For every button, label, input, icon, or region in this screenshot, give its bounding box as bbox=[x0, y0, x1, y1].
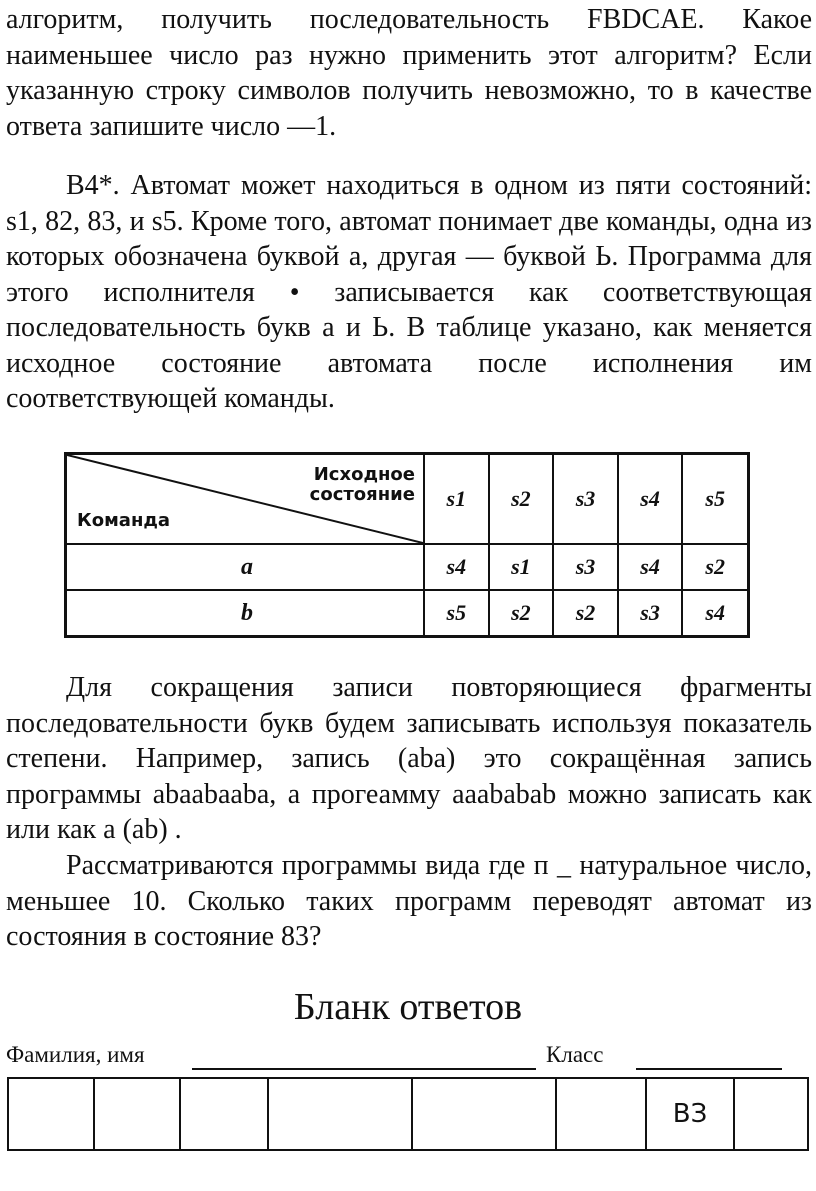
answer-row bbox=[8, 1078, 808, 1150]
result-cell: s1 bbox=[489, 544, 554, 590]
result-cell: s4 bbox=[682, 590, 748, 637]
result-cell: s5 bbox=[424, 590, 489, 637]
result-cell: s3 bbox=[618, 590, 683, 637]
result-cell: s2 bbox=[682, 544, 748, 590]
command-cell: a bbox=[66, 544, 425, 590]
table-row bbox=[66, 544, 749, 590]
state-header-cell: s1 bbox=[424, 454, 489, 545]
result-cell: s3 bbox=[553, 544, 618, 590]
class-field[interactable] bbox=[636, 1068, 782, 1070]
state-header-cell: s3 bbox=[553, 454, 618, 545]
name-class-line bbox=[6, 1042, 806, 1074]
state-transition-table bbox=[64, 452, 750, 638]
answer-sheet-title: Бланк ответов bbox=[293, 986, 523, 1028]
command-cell: b bbox=[66, 590, 425, 637]
paragraph-question: Рассматриваются программы вида где п _ натуральное число, меньшее 10. Сколько таких программ переводят автомат из состояния в состояние 83? bbox=[6, 850, 812, 952]
paragraph-b4-task: В4*. Автомат может находиться в одном из пяти состояний: s1, 82, 83, и s5. Кроме того, автомат понимает две команды, одна из которых обозначена буквой а, другая — буквой Ь. Программа для этого исполнителя • записывается как соответствующая последовательность букв а и Ь. В таблице указано, как меняется исходное состояние автомата после исполнения им соответствующей команды. bbox=[6, 170, 812, 414]
answer-cell[interactable] bbox=[180, 1078, 268, 1150]
result-cell: s4 bbox=[424, 544, 489, 590]
table-corner-cell bbox=[66, 454, 425, 545]
result-cell: s2 bbox=[553, 590, 618, 637]
answer-cell[interactable] bbox=[268, 1078, 412, 1150]
answer-cell[interactable] bbox=[734, 1078, 808, 1150]
class-label: Класс bbox=[546, 1042, 604, 1067]
answer-cell-label: ВЗ bbox=[646, 1078, 734, 1150]
table-header-row bbox=[66, 454, 749, 545]
initial-state-label: Исходное состояние bbox=[309, 464, 415, 505]
table-row bbox=[66, 590, 749, 637]
paragraph-notation: Для сокращения записи повторяющиеся фрагменты последовательности букв будем записывать используя показатель степени. Например, запись (aba) это сокращённая запись программы abaabaaba, а прогеамму aaababab можно записать как или как a (ab) . bbox=[6, 672, 812, 845]
name-field[interactable] bbox=[192, 1068, 536, 1070]
command-label: Команда bbox=[77, 510, 171, 531]
state-header-cell: s2 bbox=[489, 454, 554, 545]
answer-cell[interactable] bbox=[94, 1078, 180, 1150]
answer-grid bbox=[7, 1077, 809, 1151]
answer-cell[interactable] bbox=[8, 1078, 94, 1150]
state-header-cell: s5 bbox=[682, 454, 748, 545]
answer-cell[interactable] bbox=[412, 1078, 556, 1150]
result-cell: s4 bbox=[618, 544, 683, 590]
result-cell: s2 bbox=[489, 590, 554, 637]
paragraph-intro: алгоритм, получить последовательность FBDCAE. Какое наименьшее число раз нужно применить этот алгоритм? Если указанную строку символов получить невозможно, то в качестве ответа запишите число —1. bbox=[6, 4, 812, 142]
name-label: Фамилия, имя bbox=[6, 1042, 145, 1067]
answer-cell[interactable] bbox=[556, 1078, 646, 1150]
state-header-cell: s4 bbox=[618, 454, 683, 545]
